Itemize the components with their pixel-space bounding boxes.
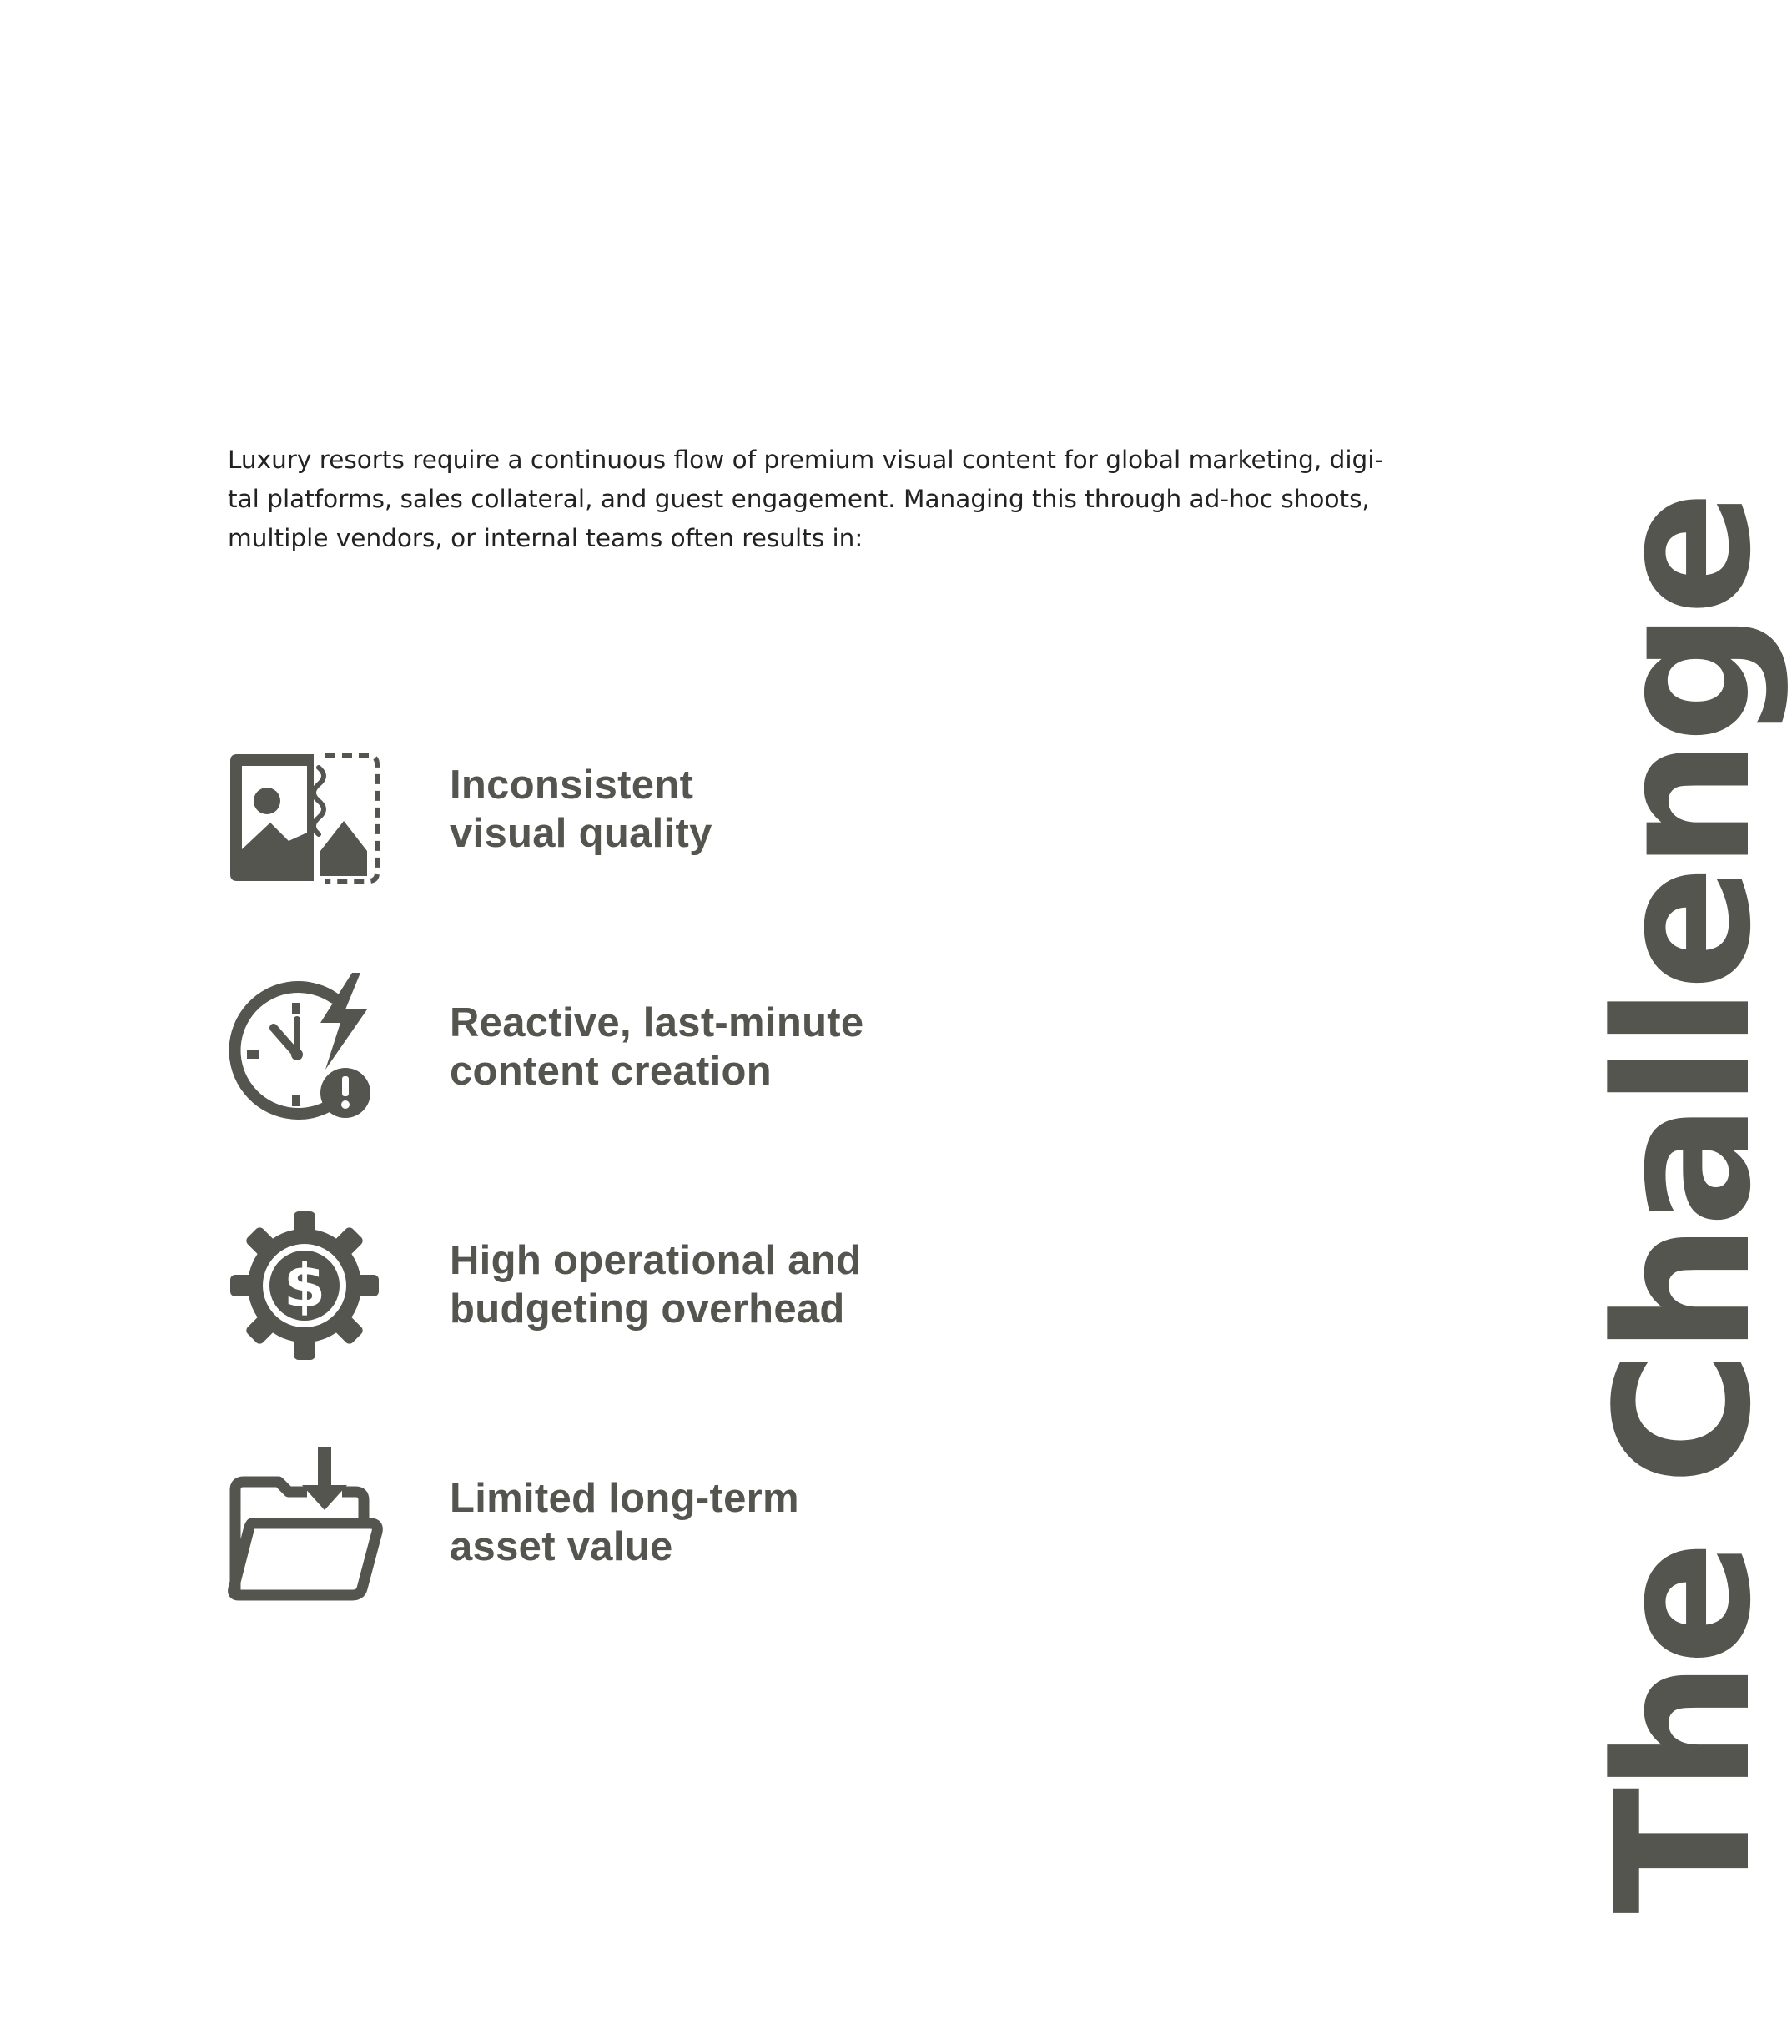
folder-download-icon <box>227 1443 382 1598</box>
intro-line: tal platforms, sales collateral, and guest engagement. Managing this through ad-hoc shoots, <box>228 485 1370 513</box>
challenge-item-limited-asset-value <box>450 1474 799 1571</box>
challenge-line: asset value <box>450 1524 673 1569</box>
challenge-item-inconsistent-quality <box>450 761 712 858</box>
challenge-line: High operational and <box>450 1238 862 1283</box>
svg-text:$: $ <box>283 1251 326 1321</box>
side-title: The Challenge <box>1577 495 1792 1914</box>
challenge-line: content creation <box>450 1049 772 1094</box>
intro-paragraph <box>228 441 1383 558</box>
challenge-line: Limited long-term <box>450 1476 799 1521</box>
intro-line: Luxury resorts require a continuous flow of premium visual content for global marketing, digi- <box>228 446 1384 474</box>
challenge-line: visual quality <box>450 811 712 856</box>
challenge-line: Inconsistent <box>450 763 694 808</box>
challenge-item-operational-overhead <box>450 1236 861 1333</box>
broken-image-icon <box>227 740 382 895</box>
challenge-line: budgeting overhead <box>450 1286 845 1332</box>
intro-line: multiple vendors, or internal teams often results in: <box>228 524 863 552</box>
clock-lightning-alert-icon <box>227 969 382 1125</box>
challenge-item-reactive-creation <box>450 999 863 1095</box>
gear-dollar-icon <box>227 1208 382 1363</box>
challenge-line: Reactive, last-minute <box>450 1000 864 1045</box>
